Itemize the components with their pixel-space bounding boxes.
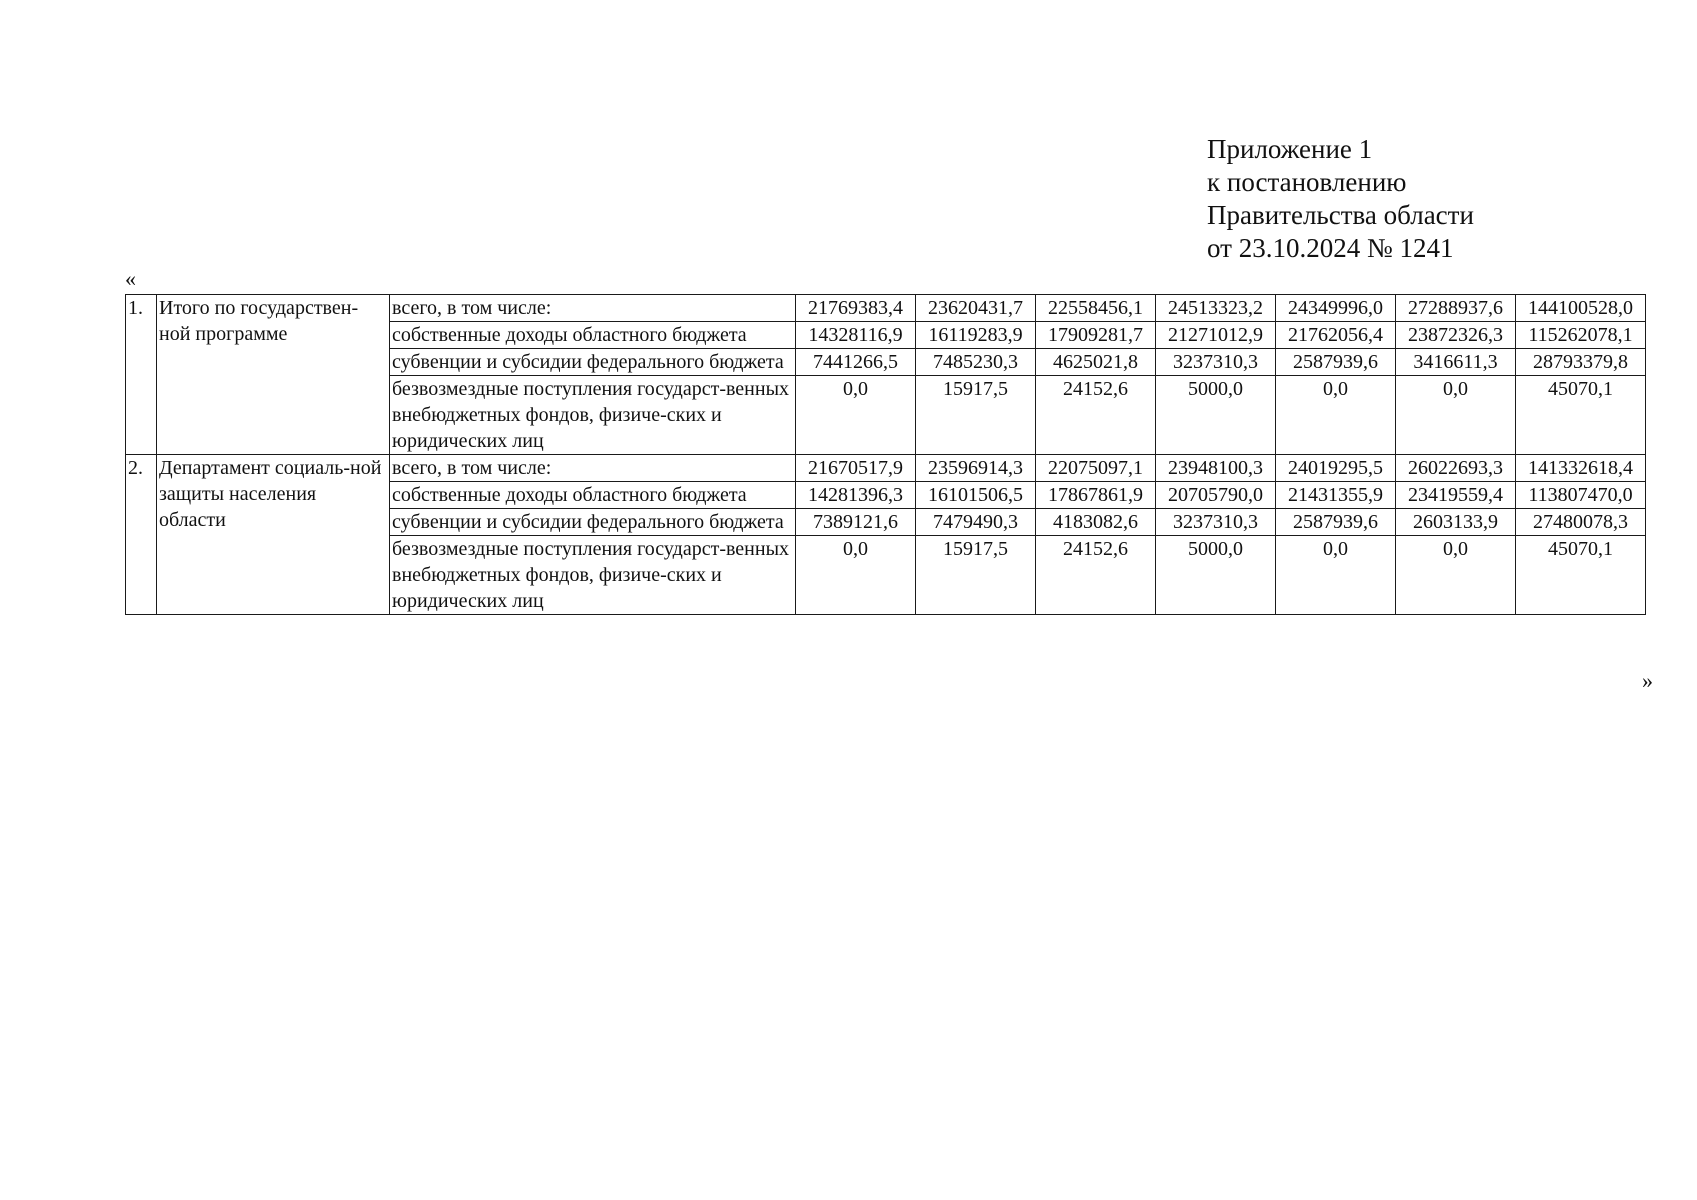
amount-cell: 4183082,6 xyxy=(1036,509,1156,536)
amount-cell: 24152,6 xyxy=(1036,536,1156,615)
amount-cell: 5000,0 xyxy=(1156,536,1276,615)
opening-quote: « xyxy=(125,266,136,291)
amount-cell: 7441266,5 xyxy=(796,349,916,376)
amount-cell: 0,0 xyxy=(1396,376,1516,455)
amount-cell: 7389121,6 xyxy=(796,509,916,536)
amount-cell: 24349996,0 xyxy=(1276,295,1396,322)
amount-cell: 24019295,5 xyxy=(1276,455,1396,482)
amount-cell: 7485230,3 xyxy=(916,349,1036,376)
amount-cell: 14328116,9 xyxy=(796,322,916,349)
amount-cell: 27288937,6 xyxy=(1396,295,1516,322)
program-name: Итого по государствен-ной программе xyxy=(157,295,390,455)
row-number: 1. xyxy=(126,295,157,455)
appendix-header xyxy=(1207,133,1474,265)
amount-cell: 27480078,3 xyxy=(1516,509,1646,536)
amount-cell: 45070,1 xyxy=(1516,536,1646,615)
appendix-title: Приложение 1 xyxy=(1207,134,1373,164)
amount-cell: 2587939,6 xyxy=(1276,349,1396,376)
appendix-government: Правительства области xyxy=(1207,200,1474,230)
amount-cell: 45070,1 xyxy=(1516,376,1646,455)
amount-cell: 21670517,9 xyxy=(796,455,916,482)
amount-cell: 3237310,3 xyxy=(1156,349,1276,376)
funding-source-label: безвозмездные поступления государст-венных внебюджетных фондов, физиче-ских и юридических лиц xyxy=(390,376,796,455)
amount-cell: 26022693,3 xyxy=(1396,455,1516,482)
amount-cell: 113807470,0 xyxy=(1516,482,1646,509)
row-number: 2. xyxy=(126,455,157,615)
amount-cell: 21431355,9 xyxy=(1276,482,1396,509)
program-name: Департамент социаль-ной защиты населения области xyxy=(157,455,390,615)
amount-cell: 0,0 xyxy=(1276,536,1396,615)
amount-cell: 16101506,5 xyxy=(916,482,1036,509)
amount-cell: 16119283,9 xyxy=(916,322,1036,349)
amount-cell: 21762056,4 xyxy=(1276,322,1396,349)
amount-cell: 14281396,3 xyxy=(796,482,916,509)
amount-cell: 24513323,2 xyxy=(1156,295,1276,322)
amount-cell: 21769383,4 xyxy=(796,295,916,322)
funding-source-label: всего, в том числе: xyxy=(390,455,796,482)
funding-source-label: собственные доходы областного бюджета xyxy=(390,482,796,509)
amount-cell: 15917,5 xyxy=(916,536,1036,615)
amount-cell: 23948100,3 xyxy=(1156,455,1276,482)
funding-source-label: всего, в том числе: xyxy=(390,295,796,322)
amount-cell: 17909281,7 xyxy=(1036,322,1156,349)
amount-cell: 28793379,8 xyxy=(1516,349,1646,376)
amount-cell: 115262078,1 xyxy=(1516,322,1646,349)
amount-cell: 0,0 xyxy=(796,536,916,615)
amount-cell: 0,0 xyxy=(1276,376,1396,455)
amount-cell: 22075097,1 xyxy=(1036,455,1156,482)
amount-cell: 23419559,4 xyxy=(1396,482,1516,509)
budget-table xyxy=(125,294,1646,615)
table-row xyxy=(126,455,1646,482)
amount-cell: 24152,6 xyxy=(1036,376,1156,455)
amount-cell: 0,0 xyxy=(1396,536,1516,615)
table-row xyxy=(126,295,1646,322)
amount-cell: 2603133,9 xyxy=(1396,509,1516,536)
amount-cell: 7479490,3 xyxy=(916,509,1036,536)
amount-cell: 3416611,3 xyxy=(1396,349,1516,376)
funding-source-label: субвенции и субсидии федерального бюджета xyxy=(390,509,796,536)
amount-cell: 23872326,3 xyxy=(1396,322,1516,349)
amount-cell: 2587939,6 xyxy=(1276,509,1396,536)
amount-cell: 141332618,4 xyxy=(1516,455,1646,482)
budget-table-body xyxy=(126,295,1646,615)
amount-cell: 23620431,7 xyxy=(916,295,1036,322)
funding-source-label: собственные доходы областного бюджета xyxy=(390,322,796,349)
appendix-date-number: от 23.10.2024 № 1241 xyxy=(1207,233,1454,263)
amount-cell: 0,0 xyxy=(796,376,916,455)
amount-cell: 15917,5 xyxy=(916,376,1036,455)
amount-cell: 21271012,9 xyxy=(1156,322,1276,349)
amount-cell: 22558456,1 xyxy=(1036,295,1156,322)
closing-quote: » xyxy=(1642,668,1653,693)
appendix-to-resolution: к постановлению xyxy=(1207,167,1407,197)
funding-source-label: безвозмездные поступления государст-венных внебюджетных фондов, физиче-ских и юридических лиц xyxy=(390,536,796,615)
amount-cell: 23596914,3 xyxy=(916,455,1036,482)
funding-source-label: субвенции и субсидии федерального бюджета xyxy=(390,349,796,376)
amount-cell: 3237310,3 xyxy=(1156,509,1276,536)
amount-cell: 5000,0 xyxy=(1156,376,1276,455)
amount-cell: 4625021,8 xyxy=(1036,349,1156,376)
amount-cell: 17867861,9 xyxy=(1036,482,1156,509)
amount-cell: 20705790,0 xyxy=(1156,482,1276,509)
amount-cell: 144100528,0 xyxy=(1516,295,1646,322)
